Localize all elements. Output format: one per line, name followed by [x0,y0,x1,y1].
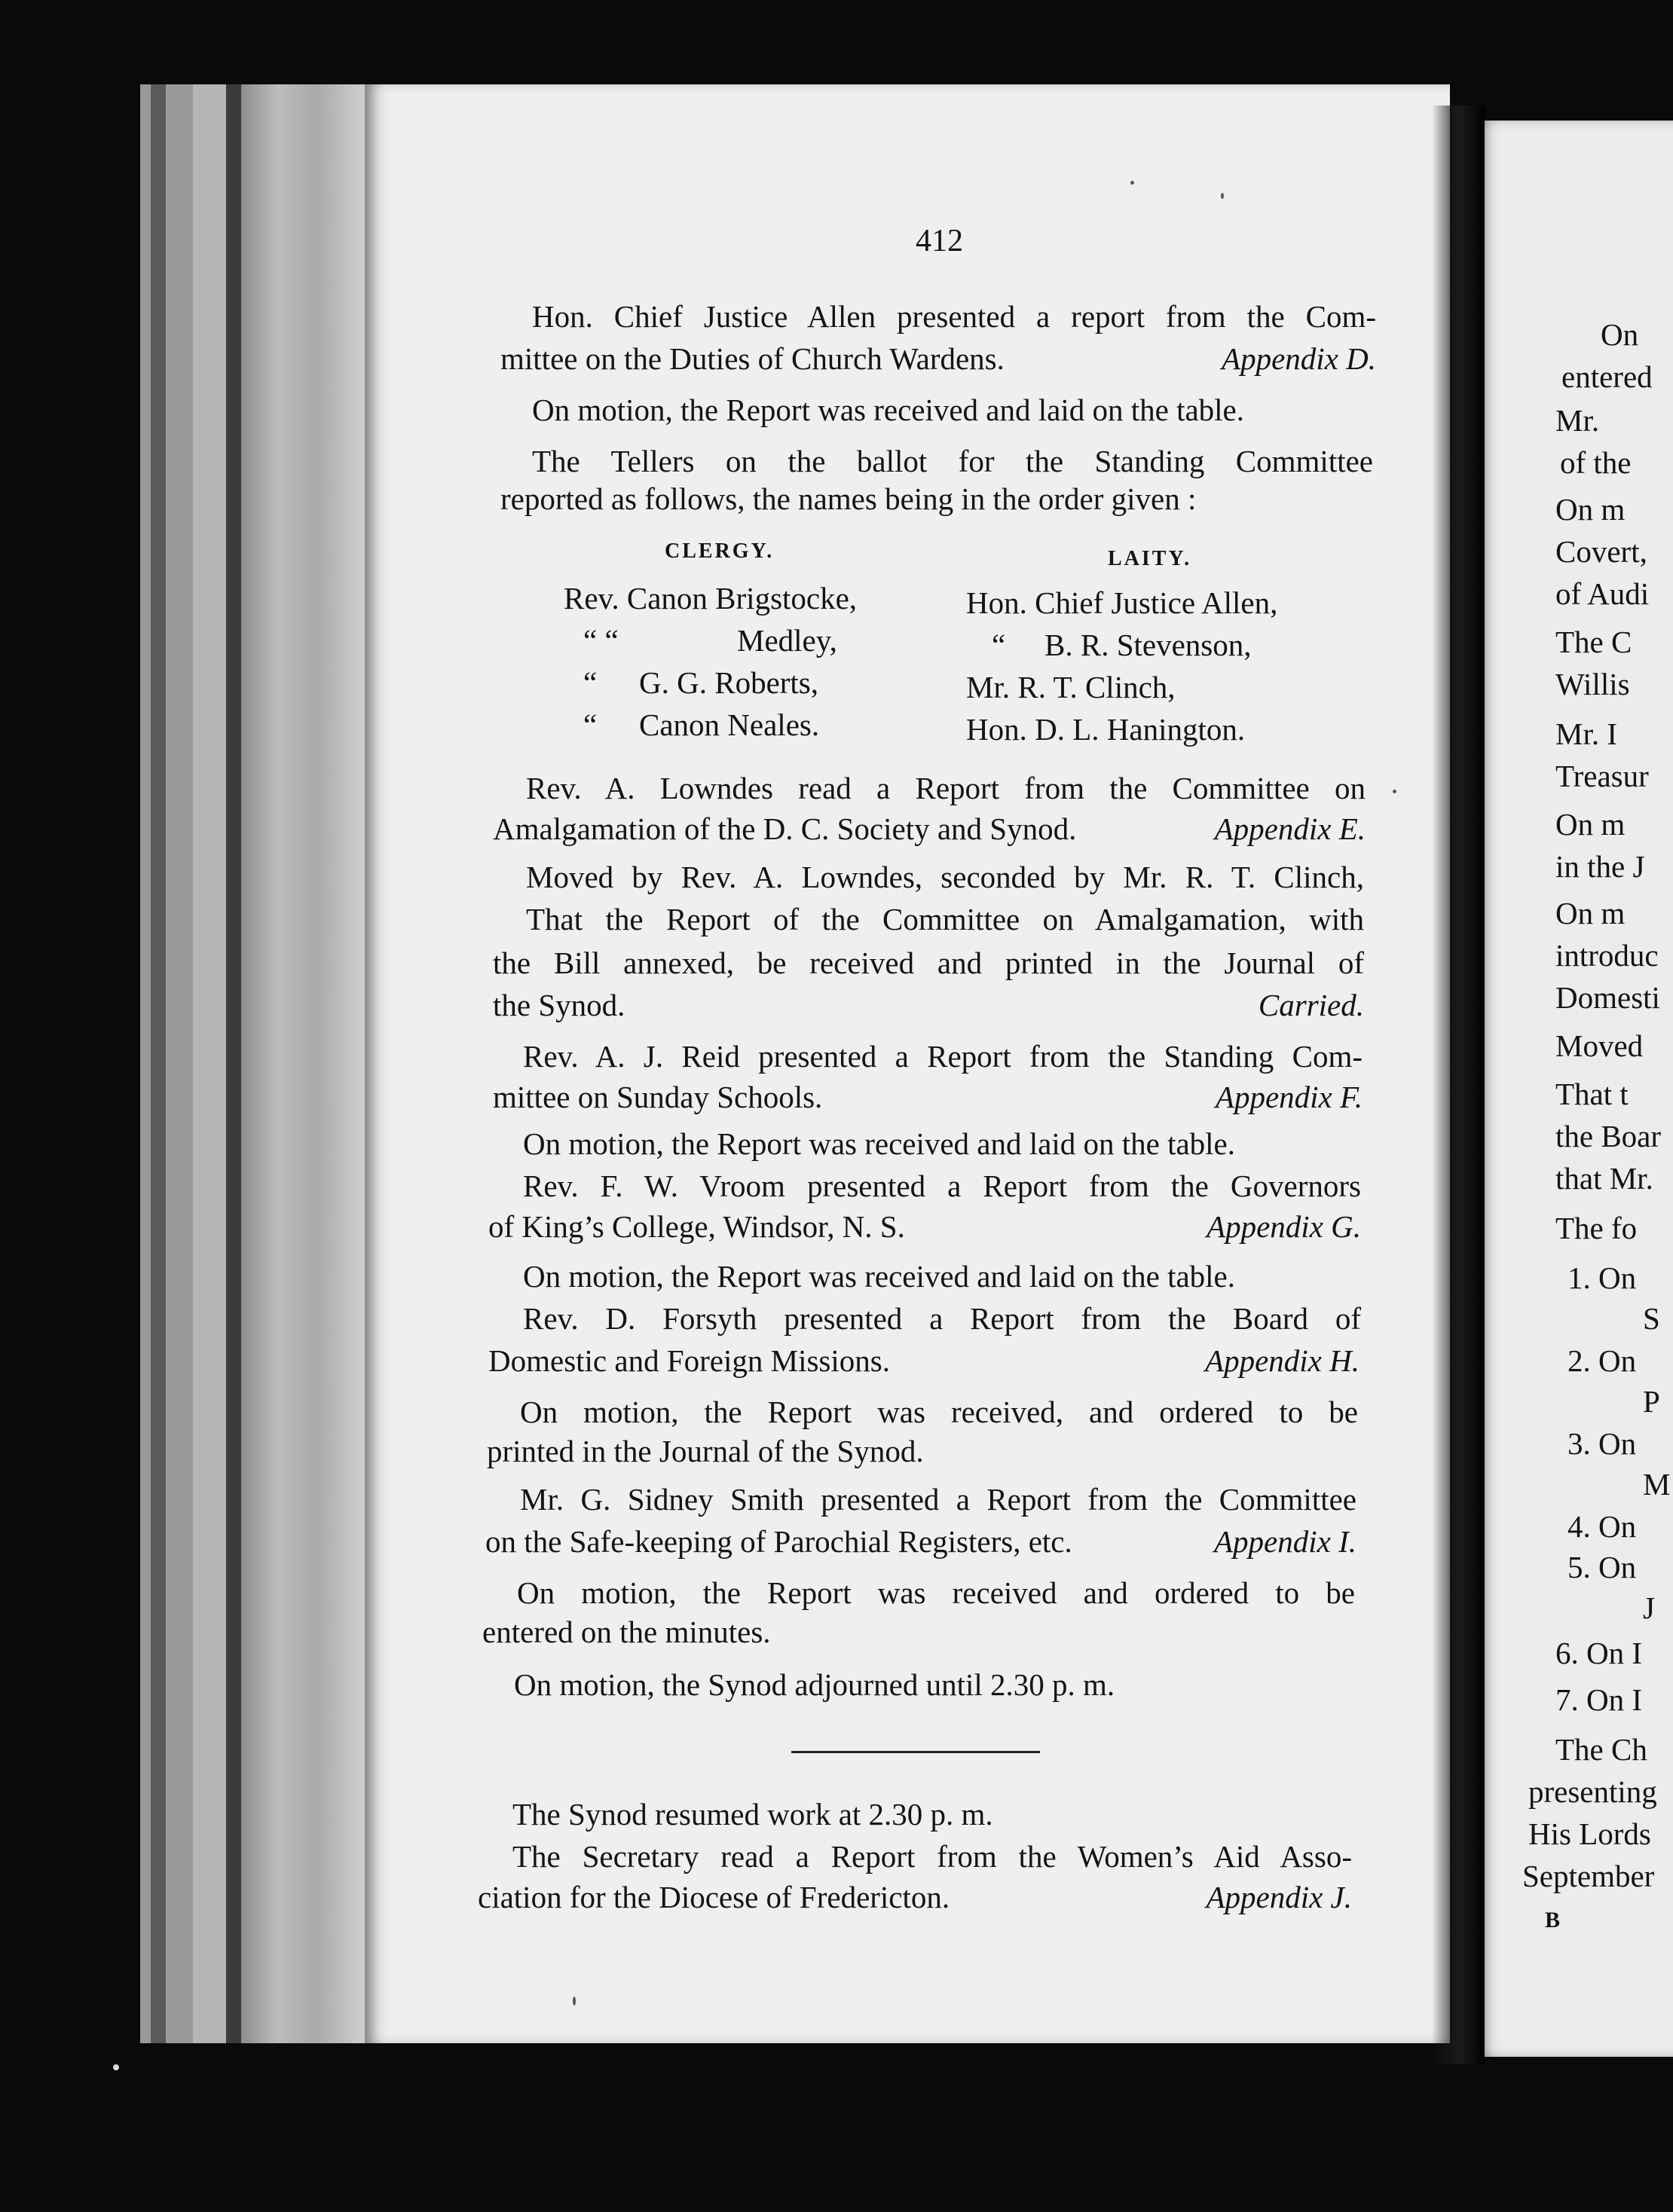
body-line: The Tellers on the ballot for the Standing Committee [532,444,1373,478]
scan-speck [1221,193,1224,199]
fragment-line: 2. On [1567,1343,1637,1378]
fragment-line: J [1643,1590,1655,1625]
fragment-line: presenting [1528,1774,1657,1809]
body-line [488,1340,1360,1382]
appendix-reference: Appendix F. [1215,1080,1363,1114]
fragment-line: On m [1555,896,1626,930]
scan-speck [1393,790,1396,793]
body-line: Rev. D. Forsyth presented a Report from the Board of [523,1301,1361,1336]
book-edge-gap [226,84,241,2043]
laity-name: Hon. Chief Justice Allen, [966,585,1278,620]
fragment-line: of the [1560,445,1632,480]
fragment-line: M [1643,1467,1671,1502]
body-line: Rev. A. Lowndes read a Report from the Committee on [526,771,1366,805]
body-text: ciation for the Diocese of Fredericton. [478,1880,950,1914]
body-line: Rev. F. W. Vroom presented a Report from the Governors [523,1169,1361,1203]
section-divider [791,1751,1040,1753]
clergy-heading: CLERGY. [665,539,775,563]
fragment-line: P [1643,1384,1660,1419]
scan-speck [113,2064,119,2070]
body-line: Hon. Chief Justice Allen presented a report from the Com- [532,299,1376,334]
body-text: Domestic and Foreign Missions. [488,1343,890,1378]
fragment-line: Treasur [1555,759,1649,793]
fragment-line: 7. On I [1555,1682,1643,1717]
body-line: the Bill annexed, be received and printed in the Journal of [493,946,1364,980]
fragment-line: in the J [1555,849,1645,884]
fragment-line: Moved [1555,1028,1644,1063]
fragment-line: the Boar [1555,1119,1662,1153]
body-line: entered on the minutes. [482,1615,771,1649]
fragment-line: entered [1561,359,1653,394]
book-page-stack [241,84,365,2043]
scan-speck [573,1997,576,2006]
body-line: reported as follows, the names being in the order given : [500,481,1197,516]
fragment-line: 5. On [1567,1550,1637,1584]
body-line [500,338,1376,380]
fragment-line: The Ch [1555,1732,1647,1767]
fragment-line: 3. On [1567,1426,1637,1461]
body-line [493,808,1366,850]
fragment-line: On [1601,317,1639,352]
clergy-name: G. G. Roberts, [639,665,819,700]
laity-heading: LAITY. [1108,547,1192,570]
body-line: The Secretary read a Report from the Women’s Aid Asso- [512,1839,1352,1874]
book-edge-outer [140,84,193,2043]
body-line: That the Report of the Committee on Amalgamation, with [526,902,1364,936]
fragment-line: The fo [1555,1211,1638,1245]
body-line [488,1205,1361,1248]
spine-shadow [1432,105,1485,2064]
fragment-line: 1. On [1567,1260,1637,1295]
ditto-mark: “ [583,665,598,700]
signature-mark: B [1545,1908,1561,1932]
body-line: printed in the Journal of the Synod. [487,1434,924,1468]
appendix-reference: Appendix G. [1207,1209,1361,1244]
body-line: On motion, the Report was received, and ordered to be [520,1395,1358,1429]
body-line: Moved by Rev. A. Lowndes, seconded by Mr. R. T. Clinch, [526,860,1364,894]
facing-page-fragment [1477,121,1673,2057]
body-line: On motion, the Report was received and laid on the table. [523,1259,1236,1294]
body-line: Mr. G. Sidney Smith presented a Report from the Committee [520,1482,1356,1517]
clergy-name: Medley, [737,623,837,658]
body-text: mittee on Sunday Schools. [493,1080,823,1114]
fragment-line: On m [1555,492,1626,527]
body-text: the Synod. [493,988,625,1022]
fragment-line: of Audi [1555,576,1650,611]
fragment-line: Covert, [1555,534,1647,569]
fragment-line: 4. On [1567,1509,1637,1544]
fragment-line: Mr. I [1555,716,1617,751]
fragment-line: His Lords [1528,1816,1651,1851]
body-text: of King’s College, Windsor, N. S. [488,1209,905,1244]
body-line: The Synod resumed work at 2.30 p. m. [512,1797,993,1832]
body-text: on the Safe-keeping of Parochial Registers, etc. [485,1524,1072,1559]
book-edge-dark [151,84,166,2043]
fragment-line: that Mr. [1555,1161,1653,1196]
ditto-mark: “ [992,628,1006,662]
body-line: Rev. A. J. Reid presented a Report from the Standing Com- [523,1039,1363,1074]
page-number: 412 [916,224,963,258]
laity-name: Hon. D. L. Hanington. [966,712,1246,747]
body-text: Amalgamation of the D. C. Society and Synod. [493,811,1077,846]
appendix-reference: Appendix H. [1205,1343,1360,1378]
appendix-reference: Appendix E. [1214,811,1366,846]
clergy-name: Rev. Canon Brigstocke, [564,581,858,616]
fragment-line: S [1643,1301,1660,1336]
fragment-line: September [1522,1859,1655,1893]
fragment-line: Domesti [1555,980,1660,1015]
scan-speck [1130,181,1134,185]
fragment-line: Mr. [1555,403,1600,438]
ditto-mark: “ [583,707,598,742]
laity-name: Mr. R. T. Clinch, [966,670,1176,704]
body-line: On motion, the Report was received and ordered to be [517,1575,1355,1610]
appendix-reference: Appendix I. [1214,1524,1356,1559]
fragment-line: Willis [1555,667,1630,701]
body-line [485,1520,1356,1563]
body-line [493,984,1364,1026]
fragment-line: 6. On I [1555,1636,1643,1670]
appendix-reference: Appendix J. [1206,1880,1352,1914]
body-line: On motion, the Report was received and laid on the table. [523,1126,1236,1161]
body-text: mittee on the Duties of Church Wardens. [500,341,1005,376]
ditto-mark: “ “ [583,623,619,658]
body-line [478,1876,1352,1918]
appendix-reference: Appendix D. [1222,341,1376,376]
laity-name: B. R. Stevenson, [1044,628,1252,662]
fragment-line: On m [1555,807,1626,842]
body-line: On motion, the Report was received and laid on the table. [532,393,1245,427]
body-line: On motion, the Synod adjourned until 2.30 p. m. [514,1667,1115,1702]
carried-note: Carried. [1258,988,1364,1022]
fragment-line: The C [1555,625,1632,659]
body-line [493,1076,1363,1118]
fragment-line: That t [1555,1077,1629,1111]
fragment-line: introduc [1555,938,1659,973]
clergy-name: Canon Neales. [639,707,820,742]
